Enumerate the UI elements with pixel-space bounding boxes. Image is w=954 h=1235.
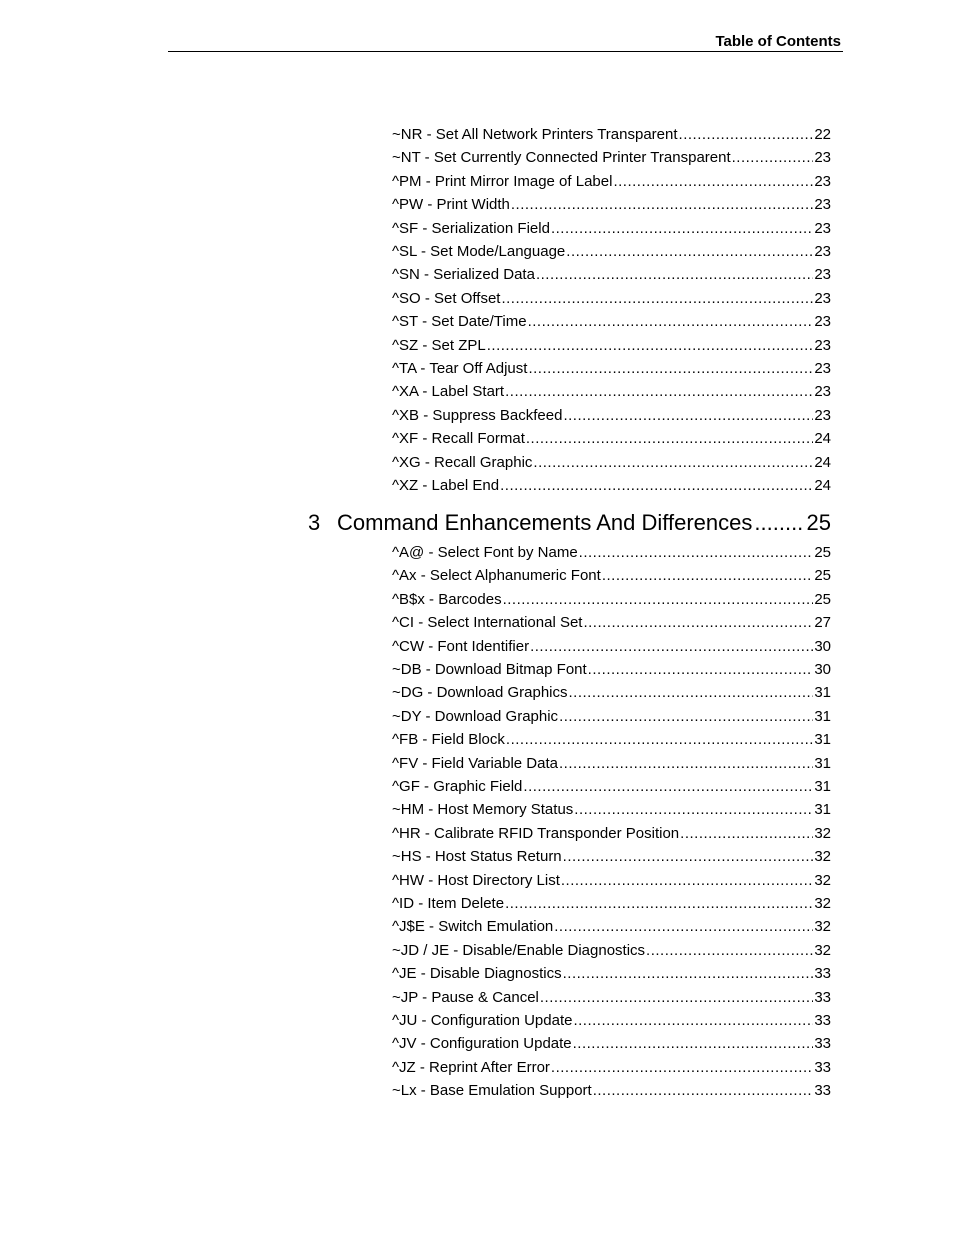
toc-entry[interactable]	[392, 265, 831, 285]
toc-entry-page-number: 30	[814, 637, 831, 655]
toc-entry-page-number: 23	[814, 266, 831, 284]
toc-entry-page-number: 23	[814, 360, 831, 377]
toc-entry[interactable]	[392, 406, 831, 426]
toc-entry[interactable]	[392, 777, 831, 797]
dot-leader	[593, 1081, 814, 1101]
toc-entry-page-number: 23	[814, 243, 831, 260]
toc-entry-page-number: 27	[814, 614, 831, 632]
toc-entry[interactable]	[392, 125, 831, 145]
toc-entry[interactable]	[392, 613, 831, 633]
toc-entry[interactable]	[392, 590, 831, 610]
toc-entry-title: ^XG - Recall Graphic	[392, 453, 533, 471]
dot-leader	[732, 148, 814, 168]
toc-entry-page-number: 23	[814, 196, 831, 214]
toc-entry[interactable]	[392, 637, 831, 657]
toc-entry-title: ~HM - Host Memory Status	[392, 801, 574, 819]
dot-leader	[551, 219, 813, 239]
toc-entry-page-number: 30	[814, 661, 831, 678]
chapter-title: Command Enhancements And Differences	[337, 510, 753, 535]
dot-leader	[554, 917, 813, 937]
toc-entry-page-number: 31	[814, 707, 831, 725]
toc-entry-page-number: 31	[814, 801, 831, 819]
toc-entry-title: ~DY - Download Graphic	[392, 707, 559, 725]
toc-entry-page-number: 32	[814, 871, 831, 889]
toc-entry-title: ^GF - Graphic Field	[392, 778, 523, 795]
toc-entry[interactable]	[392, 429, 831, 449]
dot-leader	[505, 894, 813, 914]
toc-entry-page-number: 23	[814, 336, 831, 354]
toc-entry-title: ^PM - Print Mirror Image of Label	[392, 172, 613, 190]
dot-leader	[646, 941, 813, 961]
toc-entry-title: ^HR - Calibrate RFID Transponder Position	[392, 824, 680, 842]
toc-entry-title: ^JV - Configuration Update	[392, 1035, 572, 1053]
dot-leader	[561, 871, 813, 891]
toc-entry-page-number: 33	[814, 1058, 831, 1076]
dot-leader	[526, 429, 813, 449]
dot-leader	[573, 1011, 813, 1031]
dot-leader	[574, 800, 813, 820]
toc-entry-page-number: 31	[814, 684, 831, 702]
toc-entry[interactable]	[392, 195, 831, 215]
toc-entry-title: ^J$E - Switch Emulation	[392, 918, 554, 936]
toc-entry[interactable]	[392, 964, 831, 984]
chapter-heading[interactable]	[308, 509, 831, 537]
dot-leader	[530, 637, 813, 657]
dot-leader	[563, 964, 814, 984]
dot-leader	[551, 1058, 813, 1078]
toc-entry-page-number: 23	[814, 172, 831, 190]
toc-entry[interactable]	[392, 730, 831, 750]
dot-leader	[573, 1034, 814, 1054]
dot-leader	[754, 509, 804, 537]
dot-leader	[559, 754, 813, 774]
toc-entry[interactable]	[392, 289, 831, 309]
toc-entry-page-number: 23	[814, 289, 831, 307]
dot-leader	[559, 707, 813, 727]
toc-entry-title: ^XF - Recall Format	[392, 430, 525, 448]
toc-entry-page-number: 24	[814, 477, 831, 494]
toc-entry[interactable]	[392, 683, 831, 703]
toc-entry-title: ^FB - Field Block	[392, 731, 505, 749]
dot-leader	[679, 125, 814, 145]
toc-entry[interactable]	[392, 242, 831, 262]
toc-entry[interactable]	[392, 894, 831, 914]
toc-entry-page-number: 32	[814, 941, 831, 959]
toc-entry-page-number: 25	[814, 567, 831, 585]
toc-entry-title: ~NR - Set All Network Printers Transparent	[392, 126, 678, 143]
chapter-number: 3	[308, 510, 321, 535]
toc-entry[interactable]	[392, 824, 831, 844]
toc-entry-page-number: 33	[814, 1082, 831, 1100]
toc-entry-title: ^ID - Item Delete	[392, 895, 505, 912]
toc-entry-page-number: 32	[814, 918, 831, 936]
toc-entry[interactable]	[392, 660, 831, 680]
toc-entry-page-number: 24	[814, 430, 831, 448]
toc-entry-page-number: 31	[814, 778, 831, 795]
toc-entry-title: ~NT - Set Currently Connected Printer Transparent	[392, 149, 731, 167]
dot-leader	[523, 777, 813, 797]
toc-entry-title: ^SZ - Set ZPL	[392, 336, 486, 354]
toc-entry-title: ^CI - Select International Set	[392, 614, 583, 632]
toc-entry-title: ~Lx - Base Emulation Support	[392, 1082, 592, 1100]
dot-leader	[487, 336, 814, 356]
toc-entry-page-number: 23	[814, 313, 831, 331]
toc-entry-title: ~JP - Pause & Cancel	[392, 988, 539, 1006]
dot-leader	[511, 195, 813, 215]
toc-entry-page-number: 25	[814, 544, 831, 561]
toc-entry[interactable]	[392, 847, 831, 867]
toc-entry-title: ^JE - Disable Diagnostics	[392, 965, 562, 983]
toc-entry-page-number: 23	[814, 406, 831, 424]
dot-leader	[588, 660, 814, 680]
toc-entry[interactable]	[392, 707, 831, 727]
dot-leader	[579, 543, 814, 563]
toc-entry[interactable]	[392, 871, 831, 891]
dot-leader	[566, 242, 813, 262]
dot-leader	[528, 312, 814, 332]
dot-leader	[540, 988, 813, 1008]
toc-entry[interactable]	[392, 359, 831, 379]
toc-entry-page-number: 24	[814, 453, 831, 471]
toc-entry-title: ^SO - Set Offset	[392, 289, 501, 307]
dot-leader	[680, 824, 813, 844]
toc-entry-title: ^SF - Serialization Field	[392, 219, 550, 237]
page-header-title: Table of Contents	[715, 33, 841, 50]
toc-entry-title: ~HS - Host Status Return	[392, 848, 562, 866]
toc-entry-title: ^JZ - Reprint After Error	[392, 1058, 550, 1076]
dot-leader	[602, 566, 814, 586]
header-divider	[168, 51, 843, 52]
dot-leader	[613, 172, 813, 192]
toc-entry-page-number: 33	[814, 1035, 831, 1053]
toc-entry-title: ^TA - Tear Off Adjust	[392, 360, 528, 377]
chapter-page-number: 25	[806, 510, 831, 535]
toc-entry-title: ^FV - Field Variable Data	[392, 754, 558, 772]
toc-entry[interactable]	[392, 1034, 831, 1054]
dot-leader	[501, 289, 813, 309]
dot-leader	[569, 683, 814, 703]
toc-entry-page-number: 33	[814, 1012, 831, 1029]
toc-entry-title: ^XZ - Label End	[392, 477, 500, 494]
toc-entry-title: ~DG - Download Graphics	[392, 684, 568, 702]
dot-leader	[533, 453, 813, 473]
toc-entry[interactable]	[392, 754, 831, 774]
toc-entry-title: ^A@ - Select Font by Name	[392, 544, 578, 561]
toc-entry-title: ^SN - Serialized Data	[392, 266, 535, 284]
toc-entry-title: ^PW - Print Width	[392, 196, 510, 214]
dot-leader	[505, 382, 813, 402]
toc-entry-page-number: 23	[814, 383, 831, 401]
toc-entry-page-number: 23	[814, 149, 831, 167]
dot-leader	[506, 730, 813, 750]
dot-leader	[500, 476, 813, 496]
toc-entry-page-number: 33	[814, 965, 831, 983]
toc-entry-title: ^XA - Label Start	[392, 383, 505, 401]
toc-entry-page-number: 31	[814, 754, 831, 772]
dot-leader	[583, 613, 813, 633]
dot-leader	[503, 590, 814, 610]
toc-entry[interactable]	[392, 219, 831, 239]
toc-entry-page-number: 23	[814, 219, 831, 237]
toc-entry-page-number: 32	[814, 848, 831, 866]
dot-leader	[536, 265, 813, 285]
toc-entry-title: ^SL - Set Mode/Language	[392, 243, 566, 260]
toc-entry-title: ^JU - Configuration Update	[392, 1012, 573, 1029]
toc-entry-title: ^ST - Set Date/Time	[392, 313, 527, 331]
toc-entry[interactable]	[392, 172, 831, 192]
toc-entry-page-number: 33	[814, 988, 831, 1006]
toc-entry[interactable]	[392, 1081, 831, 1101]
toc-entry[interactable]	[392, 148, 831, 168]
toc-entry-title: ^XB - Suppress Backfeed	[392, 406, 563, 424]
toc-entry[interactable]	[392, 941, 831, 961]
toc-entry-title: ^B$x - Barcodes	[392, 590, 502, 608]
toc-entry-page-number: 32	[814, 895, 831, 912]
toc-entry[interactable]	[392, 566, 831, 586]
toc-entry[interactable]	[392, 1058, 831, 1078]
toc-entry[interactable]	[392, 543, 831, 563]
toc-entry-page-number: 32	[814, 824, 831, 842]
toc-entry[interactable]	[392, 1011, 831, 1031]
toc-entry-page-number: 25	[814, 590, 831, 608]
toc-entry-title: ~DB - Download Bitmap Font	[392, 661, 587, 678]
toc-entry[interactable]	[392, 312, 831, 332]
toc-entry[interactable]	[392, 336, 831, 356]
toc-entry-title: ^CW - Font Identifier	[392, 637, 530, 655]
toc-entry[interactable]	[392, 917, 831, 937]
toc-entry[interactable]	[392, 453, 831, 473]
toc-entry-page-number: 22	[814, 126, 831, 143]
toc-entry-title: ^Ax - Select Alphanumeric Font	[392, 567, 601, 585]
toc-entry[interactable]	[392, 476, 831, 496]
toc-entry[interactable]	[392, 382, 831, 402]
dot-leader	[563, 847, 814, 867]
dot-leader	[528, 359, 813, 379]
toc-entry-page-number: 31	[814, 731, 831, 749]
dot-leader	[563, 406, 813, 426]
toc-entry[interactable]	[392, 800, 831, 820]
toc-entry-title: ~JD / JE - Disable/Enable Diagnostics	[392, 941, 646, 959]
toc-entry-title: ^HW - Host Directory List	[392, 871, 560, 889]
toc-entry[interactable]	[392, 988, 831, 1008]
